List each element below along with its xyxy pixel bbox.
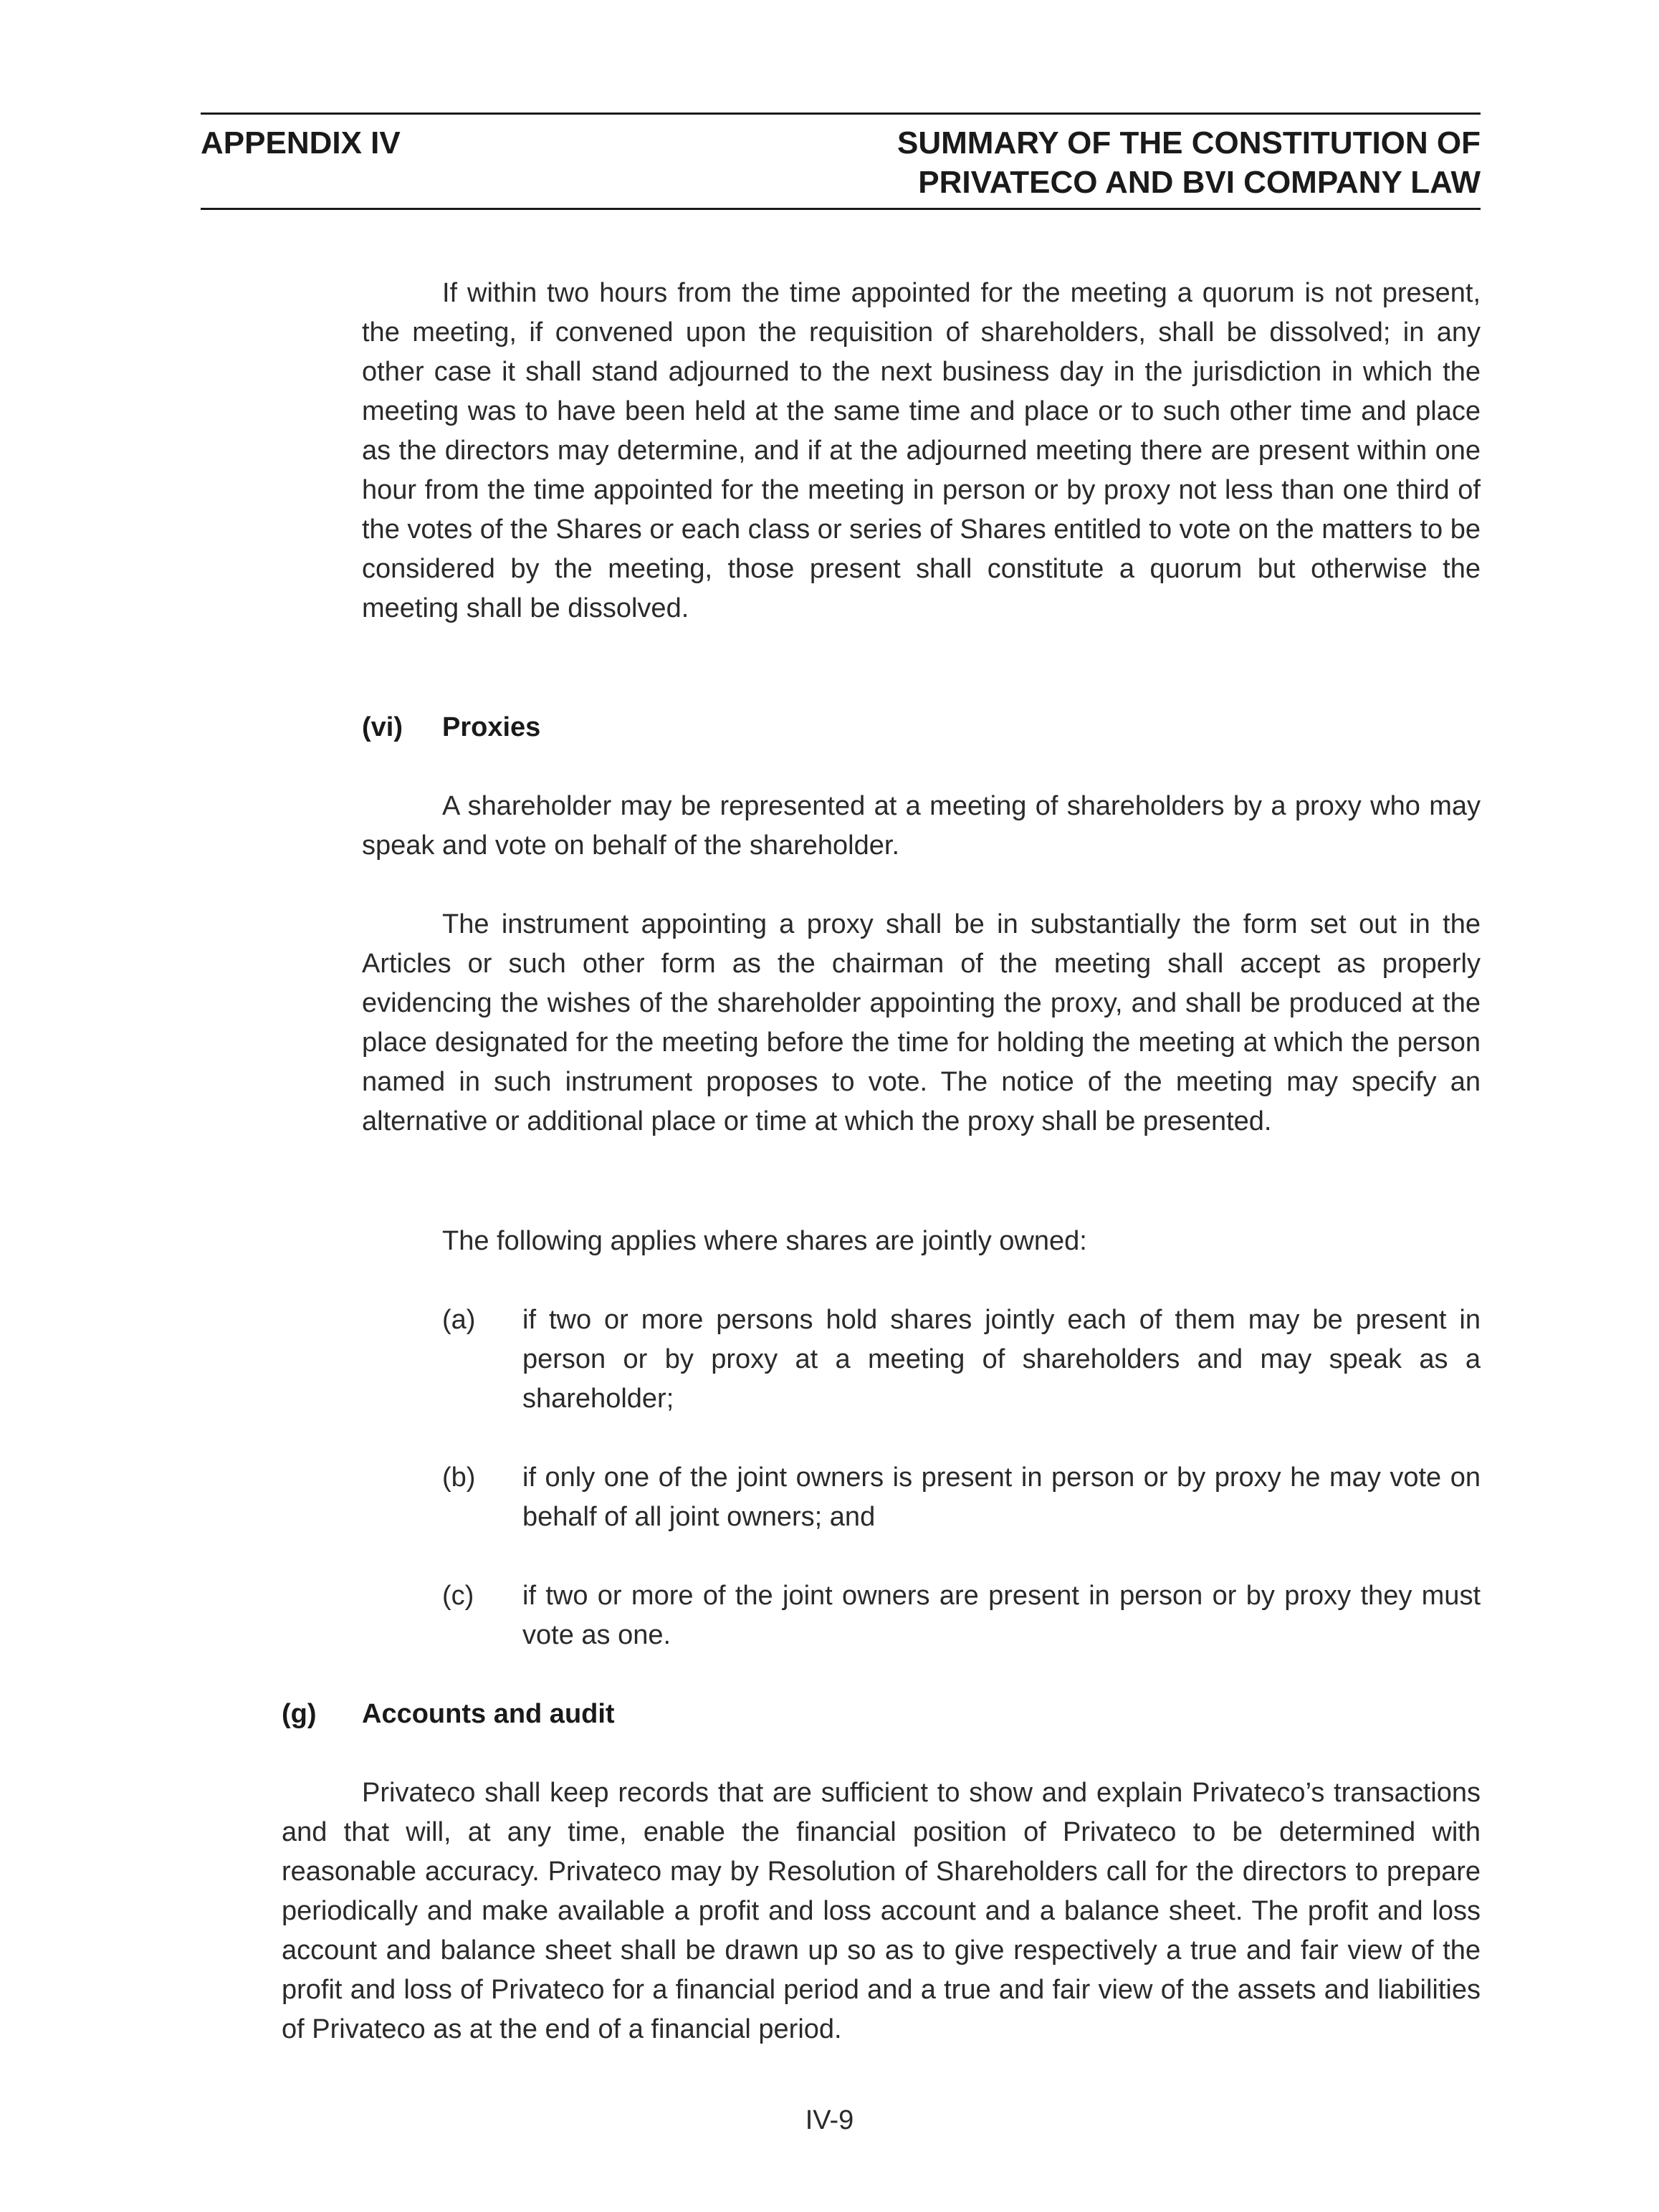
section-title: Proxies bbox=[442, 712, 541, 742]
header-top-rule bbox=[201, 112, 1481, 115]
paragraph-quorum: If within two hours from the time appointed for the meeting a quorum is not present, the meeting, if convened upon the requisition of shareholders, shall be dissolved; in any other case it shall stand adjourned to the next business day in the jurisdiction in which the meeting was to have been held at the same time and place or to such other time and place as the directors may determine, and if at the adjourned meeting there are present within one hour from the time appointed for the meeting in person or by proxy not less than one third of the votes of the Shares or each class or series of Shares entitled to vote on the matters to be considered by the meeting, those present shall constitute a quorum but otherwise the meeting shall be dissolved. bbox=[362, 278, 1481, 623]
paragraph-proxy-instrument: The instrument appointing a proxy shall be in substantially the form set out in the Articles or such other form as the chairman of the meeting shall accept as properly evidencing the wishes of the shareholder appointing the proxy, and shall be produced at the place designated for the meeting before the time for holding the meeting at which the person named in such instrument proposes to vote. The notice of the meeting may specify an alternative or additional place or time at which the proxy shall be presented. bbox=[362, 909, 1481, 1136]
list-item-label: (b) bbox=[442, 1462, 476, 1493]
section-number: (vi) bbox=[362, 712, 403, 742]
list-item-text: if only one of the joint owners is present in person or by proxy he may vote on behalf of all joint owners; and bbox=[522, 1462, 1481, 1532]
document-title-line-1: SUMMARY OF THE CONSTITUTION OF bbox=[897, 125, 1481, 161]
section-number: (g) bbox=[282, 1699, 317, 1729]
paragraph-joint-ownership-intro: The following applies where shares are jointly owned: bbox=[442, 1226, 1087, 1256]
document-title bbox=[897, 123, 1481, 202]
list-item-label: (a) bbox=[442, 1305, 476, 1335]
section-heading-proxies bbox=[362, 708, 540, 747]
header-bottom-rule bbox=[201, 208, 1481, 210]
section-heading-accounts bbox=[282, 1695, 615, 1734]
list-item-text: if two or more persons hold shares jointly each of them may be present in person or by proxy at a meeting of shareholders and may speak as a shareholder; bbox=[522, 1305, 1481, 1414]
page-number: IV-9 bbox=[805, 2105, 854, 2135]
document-title-line-2: PRIVATECO AND BVI COMPANY LAW bbox=[918, 165, 1481, 200]
section-title: Accounts and audit bbox=[362, 1699, 615, 1729]
list-item-label: (c) bbox=[442, 1581, 474, 1611]
list-item-text: if two or more of the joint owners are present in person or by proxy they must vote as one. bbox=[522, 1581, 1481, 1650]
paragraph-proxy-representation: A shareholder may be represented at a meeting of shareholders by a proxy who may speak and vote on behalf of the shareholder. bbox=[362, 791, 1481, 861]
paragraph-accounts: Privateco shall keep records that are sufficient to show and explain Privateco’s transactions and that will, at any time, enable the financial position of Privateco to be determined with reasonable accuracy. Privateco may by Resolution of Shareholders call for the directors to prepare periodically and make available a profit and loss account and a balance sheet. The profit and loss account and balance sheet shall be drawn up so as to give respectively a true and fair view of the profit and loss of Privateco for a financial period and a true and fair view of the assets and liabilities of Privateco as at the end of a financial period. bbox=[282, 1778, 1481, 2044]
appendix-label: APPENDIX IV bbox=[201, 125, 401, 161]
